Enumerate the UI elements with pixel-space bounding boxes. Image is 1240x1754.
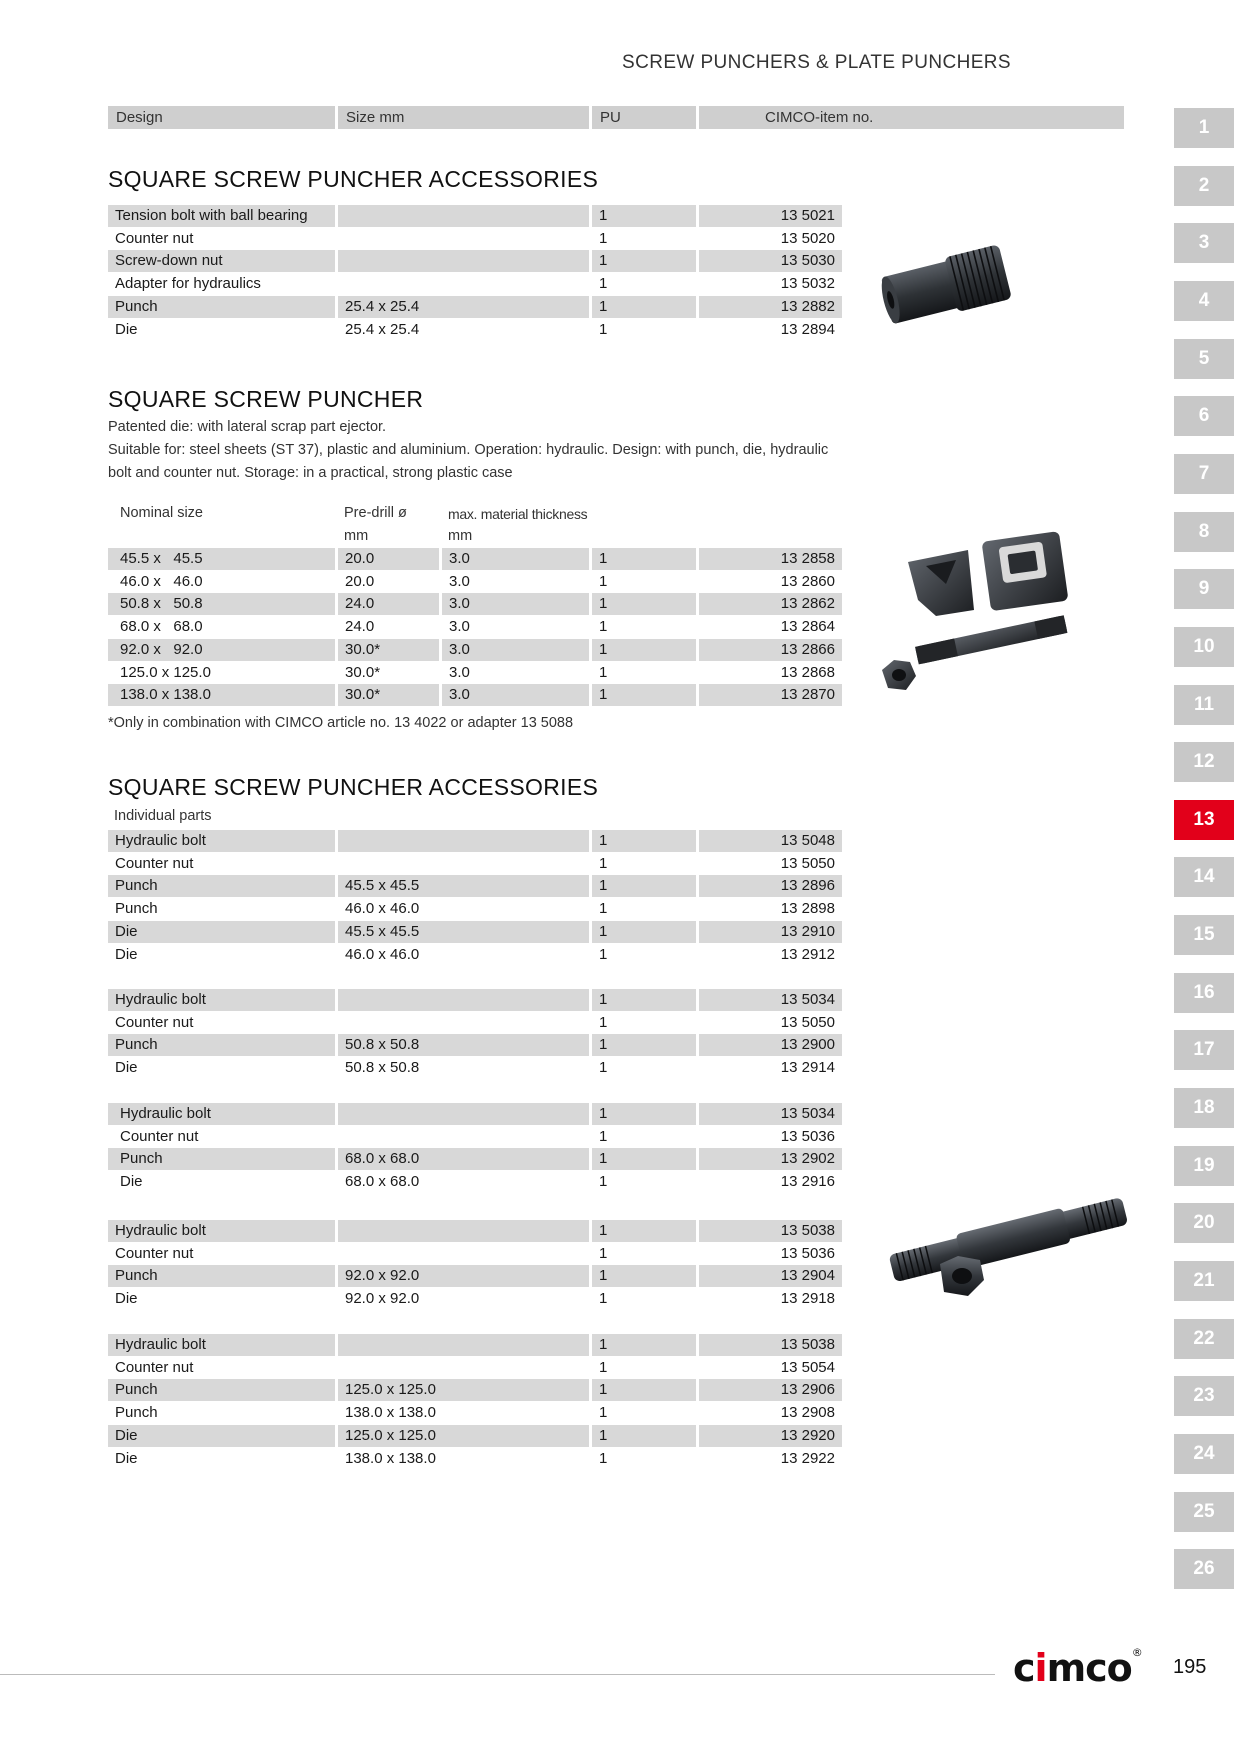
cell-pu: 1 (599, 1449, 608, 1467)
table-row (108, 548, 842, 570)
cell-thickness: 3.0 (449, 686, 470, 704)
cell-pu: 1 (599, 854, 608, 872)
chapter-tab-22[interactable]: 22 (1174, 1319, 1234, 1359)
table-row (108, 1357, 842, 1379)
cell-design: Counter nut (115, 1013, 194, 1031)
cell-design: Punch (108, 1379, 335, 1401)
column-size: Size mm (338, 106, 589, 129)
table-row (108, 296, 842, 318)
chapter-tab-14[interactable]: 14 (1174, 857, 1234, 897)
cell-item-no: 13 5021 (699, 205, 842, 227)
table-row (108, 921, 842, 943)
table-row (108, 989, 842, 1011)
cell-thickness: 3.0 (449, 595, 470, 613)
table-row (108, 228, 842, 250)
cell-design: Punch (108, 1265, 335, 1287)
cell-pu: 1 (592, 548, 696, 570)
cell-pu: 1 (599, 1127, 608, 1145)
cell-design: Punch (108, 1148, 335, 1170)
table-row (108, 1243, 842, 1265)
cell-design: Counter nut (115, 854, 194, 872)
cell-size: 68.0 x 68.0 (345, 1173, 420, 1191)
chapter-tab-11[interactable]: 11 (1174, 685, 1234, 725)
cell-predrill: 30.0* (345, 663, 381, 681)
logo-reg: ® (1131, 1646, 1142, 1659)
cell-item-no: 13 2868 (780, 663, 835, 681)
cell-item-no: 13 5050 (780, 1013, 835, 1031)
table-row (108, 1334, 842, 1356)
table-row (108, 1057, 842, 1079)
chapter-tab-5[interactable]: 5 (1174, 339, 1234, 379)
puncher-set-image (876, 514, 1088, 704)
cell-predrill: 30.0* (345, 640, 381, 658)
chapter-tab-26[interactable]: 26 (1174, 1549, 1234, 1589)
cell-item-no: 13 2912 (780, 945, 835, 963)
cell-size: 46.0 x 46.0 (345, 945, 420, 963)
section3-title: SQUARE SCREW PUNCHER ACCESSORIES (108, 774, 599, 800)
hdr-mm-thickness: mm (448, 528, 473, 544)
chapter-tab-25[interactable]: 25 (1174, 1492, 1234, 1532)
cell-design: Tension bolt with ball bearing (108, 205, 335, 227)
cell-pu: 1 (599, 1173, 608, 1191)
cell-design: Screw-down nut (108, 250, 335, 272)
table-row (108, 593, 842, 615)
table-row (108, 205, 842, 227)
cell-item-no: 13 2916 (780, 1173, 835, 1191)
table-row (108, 1012, 842, 1034)
chapter-tab-9[interactable]: 9 (1174, 569, 1234, 609)
cell-pu: 1 (599, 1013, 608, 1031)
chapter-tab-24[interactable]: 24 (1174, 1434, 1234, 1474)
chapter-tab-21[interactable]: 21 (1174, 1261, 1234, 1301)
cell-design: Die (108, 1425, 335, 1447)
cell-pu: 1 (592, 1265, 696, 1287)
cell-pu: 1 (592, 1220, 696, 1242)
cell-item-no: 13 5036 (780, 1244, 835, 1262)
cell-pu: 1 (599, 1404, 608, 1422)
cell-pu: 1 (592, 830, 696, 852)
logo-i: i (1034, 1646, 1047, 1690)
cell-size: 125.0 x 125.0 (345, 1426, 436, 1444)
cell-item-no: 13 2922 (780, 1449, 835, 1467)
cell-pu: 1 (592, 1148, 696, 1170)
cell-size: 125.0 x 125.0 (345, 1381, 436, 1399)
cell-design: Hydraulic bolt (108, 1334, 335, 1356)
cell-nominal-size: 92.0 x 92.0 (108, 639, 335, 661)
table-row (108, 319, 842, 341)
cell-item-no: 13 5036 (780, 1127, 835, 1145)
cell-item-no: 13 2896 (699, 875, 842, 897)
chapter-tab-15[interactable]: 15 (1174, 915, 1234, 955)
cell-pu: 1 (592, 1103, 696, 1125)
hdr-max-thickness: max. material thickness (448, 506, 588, 522)
cell-pu: 1 (592, 921, 696, 943)
chapter-tab-10[interactable]: 10 (1174, 627, 1234, 667)
cell-size: 46.0 x 46.0 (345, 900, 420, 918)
logo-c: c (1013, 1646, 1035, 1690)
cell-nominal-size: 45.5 x 45.5 (108, 548, 335, 570)
table-row (108, 571, 842, 593)
cell-pu: 1 (599, 229, 608, 247)
table-row (108, 1265, 842, 1287)
cell-item-no: 13 2870 (699, 684, 842, 706)
cell-design: Hydraulic bolt (108, 830, 335, 852)
section3-subtitle: Individual parts (114, 808, 212, 824)
cell-size: 25.4 x 25.4 (345, 320, 420, 338)
cell-thickness: 3.0 (449, 640, 470, 658)
cell-pu: 1 (592, 250, 696, 272)
hdr-predrill: Pre-drill ø (344, 505, 407, 521)
section2-title: SQUARE SCREW PUNCHER (108, 386, 424, 412)
cell-pu: 1 (599, 1059, 608, 1077)
section2-desc-line3: bolt and counter nut. Storage: in a practical, strong plastic case (108, 465, 513, 481)
cell-item-no: 13 5034 (699, 1103, 842, 1125)
chapter-tab-7[interactable]: 7 (1174, 454, 1234, 494)
chapter-tab-20[interactable]: 20 (1174, 1203, 1234, 1243)
cell-design: Punch (108, 296, 335, 318)
cell-design: Die (120, 1173, 143, 1191)
cell-design: Counter nut (115, 1244, 194, 1262)
table-row (108, 662, 842, 684)
page-number: 195 (1173, 1656, 1207, 1678)
table-row (108, 1148, 842, 1170)
cell-design: Die (115, 1449, 138, 1467)
table-row (108, 639, 842, 661)
section2-footnote: *Only in combination with CIMCO article no. 13 4022 or adapter 13 5088 (108, 715, 574, 731)
cell-design: Hydraulic bolt (108, 1103, 335, 1125)
cell-pu: 1 (592, 989, 696, 1011)
cell-design: Die (115, 1059, 138, 1077)
cell-item-no: 13 2902 (699, 1148, 842, 1170)
cell-item-no: 13 5038 (699, 1220, 842, 1242)
chapter-tab-16[interactable]: 16 (1174, 973, 1234, 1013)
cell-item-no: 13 2894 (780, 320, 835, 338)
table-row (108, 1220, 842, 1242)
chapter-tab-3[interactable]: 3 (1174, 223, 1234, 263)
cell-item-no: 13 2864 (780, 618, 835, 636)
page-header-title: SCREW PUNCHERS & PLATE PUNCHERS (622, 52, 1011, 73)
cell-item-no: 13 5054 (780, 1358, 835, 1376)
cell-design: Counter nut (120, 1127, 199, 1145)
chapter-tab-4[interactable]: 4 (1174, 281, 1234, 321)
cell-size: 45.5 x 45.5 (345, 922, 420, 940)
table-row (108, 944, 842, 966)
chapter-tab-18[interactable]: 18 (1174, 1088, 1234, 1128)
cell-design: Punch (115, 1404, 158, 1422)
cell-item-no: 13 5034 (699, 989, 842, 1011)
cell-size: 25.4 x 25.4 (345, 297, 420, 315)
cell-pu: 1 (592, 205, 696, 227)
chapter-tab-17[interactable]: 17 (1174, 1030, 1234, 1070)
chapter-tab-1[interactable]: 1 (1174, 108, 1234, 148)
hdr-nominal-size: Nominal size (120, 505, 203, 521)
chapter-tab-6[interactable]: 6 (1174, 396, 1234, 436)
cell-pu: 1 (592, 1379, 696, 1401)
table-row (108, 1288, 842, 1310)
cell-pu: 1 (599, 320, 608, 338)
table-row (108, 875, 842, 897)
table-row (108, 853, 842, 875)
cell-thickness: 3.0 (449, 618, 470, 636)
table-row (108, 1171, 842, 1193)
chapter-tab-19[interactable]: 19 (1174, 1146, 1234, 1186)
column-header-bar (108, 106, 1124, 129)
cell-pu: 1 (599, 663, 608, 681)
cell-item-no: 13 2906 (699, 1379, 842, 1401)
cimco-logo (1013, 1646, 1142, 1690)
table-row (108, 616, 842, 638)
cell-design: Punch (108, 1034, 335, 1056)
cell-size: 68.0 x 68.0 (345, 1150, 420, 1168)
cell-item-no: 13 2908 (780, 1404, 835, 1422)
column-design: Design (108, 106, 335, 129)
cell-item-no: 13 5032 (780, 275, 835, 293)
table-row (108, 830, 842, 852)
cell-design: Die (108, 921, 335, 943)
cell-thickness: 3.0 (449, 572, 470, 590)
tension-bolt-image (876, 232, 1016, 332)
section2-desc-line1: Patented die: with lateral scrap part ejector. (108, 419, 387, 435)
cell-predrill: 24.0 (345, 595, 375, 613)
cell-pu: 1 (592, 875, 696, 897)
cell-item-no: 13 5038 (699, 1334, 842, 1356)
cell-pu: 1 (599, 1358, 608, 1376)
cell-nominal-size: 50.8 x 50.8 (108, 593, 335, 615)
cell-pu: 1 (592, 296, 696, 318)
cell-pu: 1 (599, 275, 608, 293)
footer-divider (0, 1674, 995, 1675)
cell-thickness: 3.0 (449, 550, 470, 567)
table-row (108, 1402, 842, 1424)
cell-nominal-size: 138.0 x 138.0 (108, 684, 335, 706)
cell-size: 138.0 x 138.0 (345, 1449, 436, 1467)
chapter-tab-12[interactable]: 12 (1174, 742, 1234, 782)
cell-design: Counter nut (115, 1358, 194, 1376)
cell-item-no: 13 2914 (780, 1059, 835, 1077)
table-row (108, 1034, 842, 1056)
cell-item-no: 13 2920 (699, 1425, 842, 1447)
table-row (108, 273, 842, 295)
cell-pu: 1 (599, 945, 608, 963)
hydraulic-bolt-image (876, 1160, 1136, 1310)
cell-design: Adapter for hydraulics (115, 275, 261, 293)
cell-item-no: 13 2860 (780, 572, 835, 590)
column-item-no: CIMCO-item no. (699, 106, 1124, 129)
cell-nominal-size: 46.0 x 46.0 (120, 572, 203, 590)
cell-size: 50.8 x 50.8 (345, 1036, 420, 1054)
table-row (108, 898, 842, 920)
table-row (108, 1448, 842, 1470)
chapter-tab-2[interactable]: 2 (1174, 166, 1234, 206)
chapter-tab-8[interactable]: 8 (1174, 512, 1234, 552)
table-row (108, 684, 842, 706)
cell-design: Counter nut (115, 229, 194, 247)
cell-size: 50.8 x 50.8 (345, 1059, 420, 1077)
cell-predrill: 20.0 (345, 550, 375, 567)
cell-pu: 1 (599, 1244, 608, 1262)
cell-pu: 1 (599, 1290, 608, 1308)
cell-pu: 1 (599, 618, 608, 636)
table-row (108, 1425, 842, 1447)
cell-nominal-size: 125.0 x 125.0 (120, 663, 211, 681)
chapter-tab-23[interactable]: 23 (1174, 1376, 1234, 1416)
cell-predrill: 24.0 (345, 618, 375, 636)
hdr-mm-predrill: mm (344, 528, 369, 544)
cell-pu: 1 (592, 1334, 696, 1356)
table-row (108, 1103, 842, 1125)
column-pu: PU (592, 106, 696, 129)
cell-design: Die (115, 945, 138, 963)
cell-item-no: 13 5048 (699, 830, 842, 852)
table-row (108, 1379, 842, 1401)
cell-item-no: 13 5050 (780, 854, 835, 872)
cell-size: 138.0 x 138.0 (345, 1404, 436, 1422)
table-row (108, 1126, 842, 1148)
section1-title: SQUARE SCREW PUNCHER ACCESSORIES (108, 166, 599, 192)
cell-item-no: 13 5030 (699, 250, 842, 272)
cell-design: Die (115, 320, 138, 338)
cell-item-no: 13 2862 (699, 593, 842, 615)
cell-item-no: 13 2910 (699, 921, 842, 943)
logo-rest: mco (1046, 1646, 1132, 1690)
cell-pu: 1 (592, 593, 696, 615)
cell-design: Hydraulic bolt (108, 1220, 335, 1242)
cell-item-no: 13 2858 (699, 548, 842, 570)
cell-item-no: 13 2900 (699, 1034, 842, 1056)
cell-design: Punch (115, 900, 158, 918)
chapter-tab-13[interactable]: 13 (1174, 800, 1234, 840)
cell-design: Hydraulic bolt (108, 989, 335, 1011)
cell-item-no: 13 5020 (780, 229, 835, 247)
table-row (108, 250, 842, 272)
cell-item-no: 13 2918 (780, 1290, 835, 1308)
cell-size: 45.5 x 45.5 (345, 877, 420, 895)
cell-item-no: 13 2882 (699, 296, 842, 318)
cell-item-no: 13 2904 (699, 1265, 842, 1287)
section2-desc-line2: Suitable for: steel sheets (ST 37), plastic and aluminium. Operation: hydraulic. Design: with punch, die, hydraulic (108, 442, 829, 458)
cell-pu: 1 (592, 1425, 696, 1447)
cell-design: Die (115, 1290, 138, 1308)
cell-item-no: 13 2866 (699, 639, 842, 661)
cell-design: Punch (108, 875, 335, 897)
cell-predrill: 20.0 (345, 572, 375, 590)
cell-pu: 1 (592, 684, 696, 706)
cell-pu: 1 (599, 900, 608, 918)
cell-predrill: 30.0* (345, 686, 381, 704)
cell-thickness: 3.0 (449, 663, 470, 681)
cell-pu: 1 (592, 639, 696, 661)
cell-pu: 1 (599, 572, 608, 590)
cell-size: 92.0 x 92.0 (345, 1267, 420, 1285)
cell-item-no: 13 2898 (780, 900, 835, 918)
cell-nominal-size: 68.0 x 68.0 (120, 618, 203, 636)
cell-pu: 1 (592, 1034, 696, 1056)
cell-size: 92.0 x 92.0 (345, 1290, 420, 1308)
